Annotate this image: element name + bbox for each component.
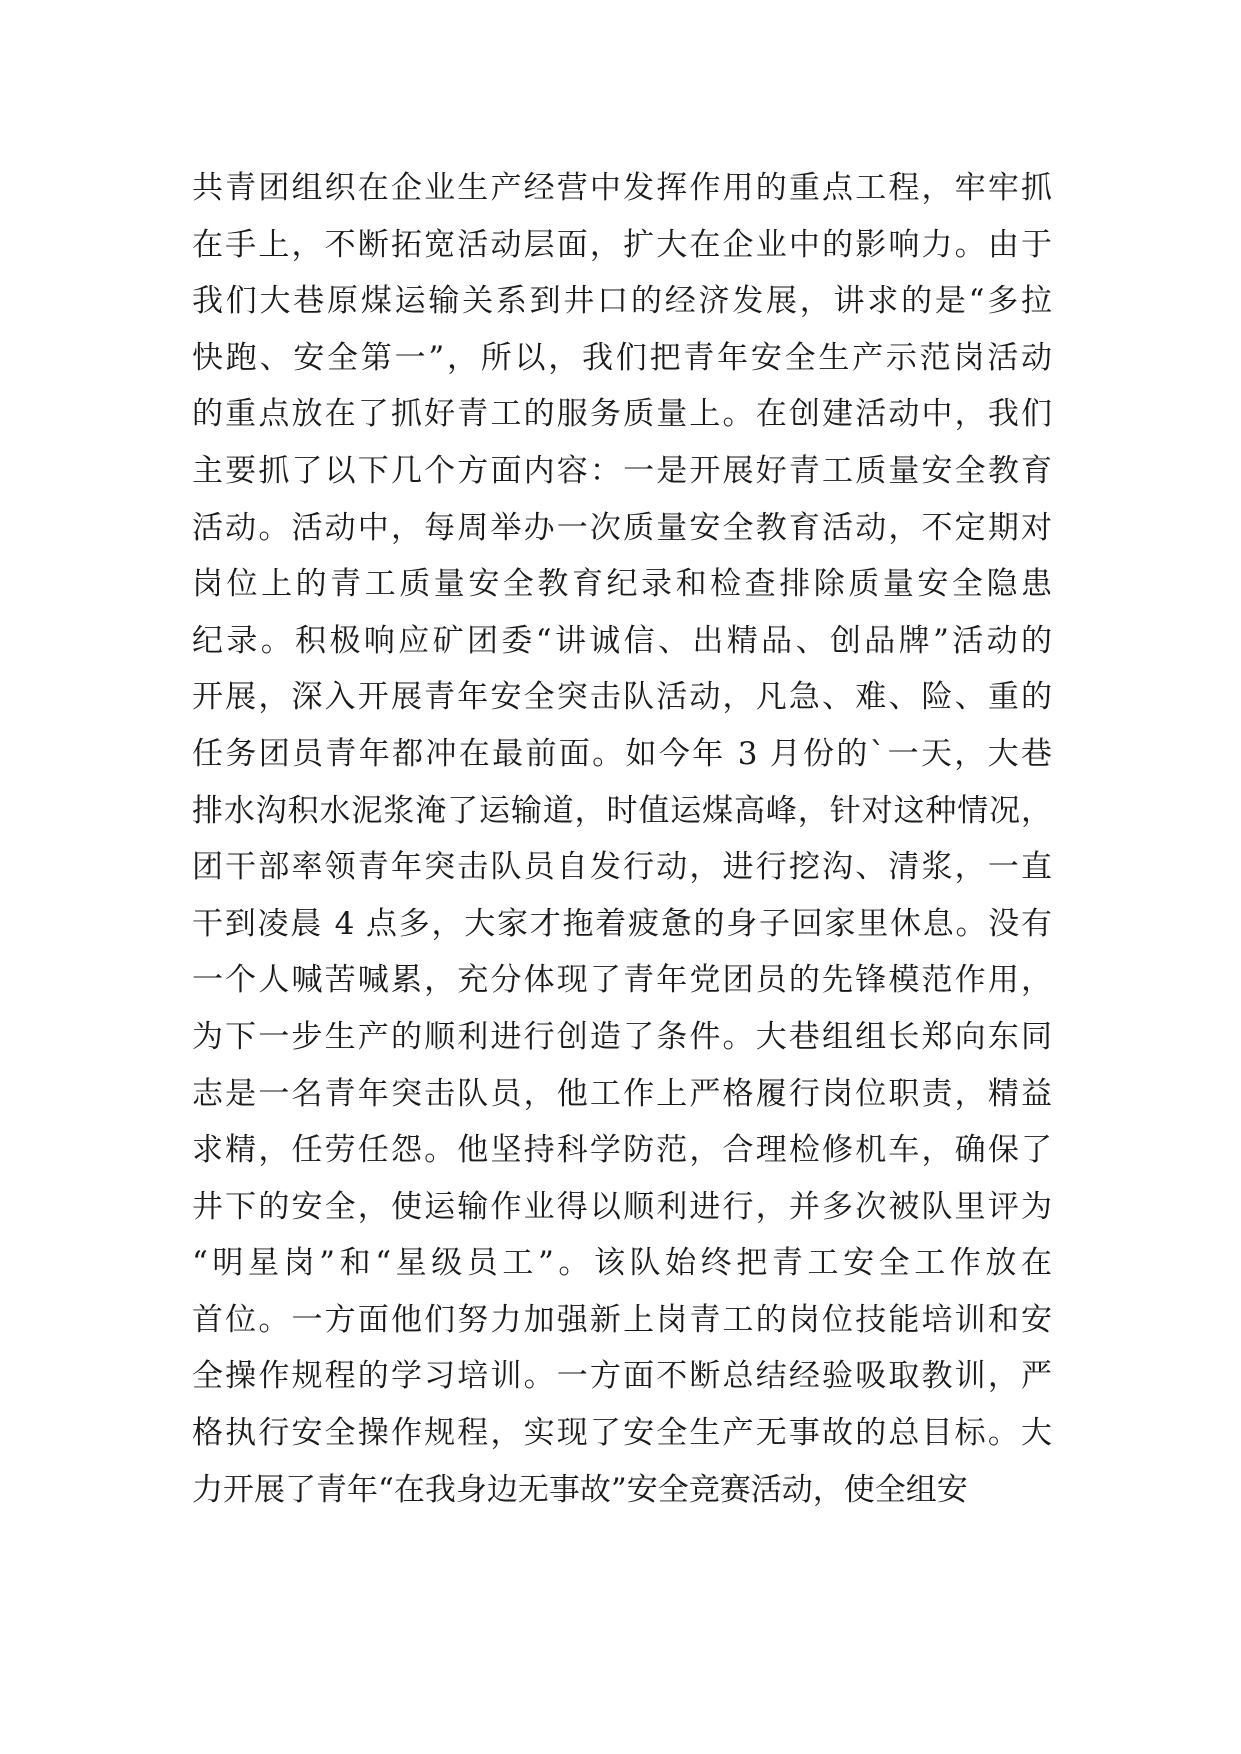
text-line: 为下一步生产的顺利进行创造了条件。大巷组组长郑向东同	[192, 1018, 1052, 1055]
body-text	[192, 160, 1052, 1518]
text-line: 的重点放在了抓好青工的服务质量上。在创建活动中，我们	[192, 396, 1052, 433]
text-line: 格执行安全操作规程，实现了安全生产无事故的总目标。大	[192, 1415, 1052, 1452]
text-line: 共青团组织在企业生产经营中发挥作用的重点工程，牢牢抓	[192, 170, 1052, 206]
text-line: 快跑、安全第一”，所以，我们把青年安全生产示范岗活动	[192, 339, 1052, 376]
text-line: 主要抓了以下几个方面内容：一是开展好青工质量安全教育	[192, 452, 1052, 489]
text-line: 任务团员青年都冲在最前面。如今年 3 月份的`一天，大巷	[192, 735, 1052, 772]
text-line: 在手上，不断拓宽活动层面，扩大在企业中的影响力。由于	[192, 226, 1052, 263]
text-line: 开展，深入开展青年安全突击队活动，凡急、难、险、重的	[192, 679, 1052, 716]
text-line: 纪录。积极响应矿团委“讲诚信、出精品、创品牌”活动的	[192, 622, 1052, 659]
text-line: 团干部率领青年突击队员自发行动，进行挖沟、清浆，一直	[192, 849, 1052, 886]
text-line: “明星岗”和“星级员工”。该队始终把青工安全工作放在	[192, 1245, 1052, 1282]
text-line: 力开展了青年“在我身边无事故”安全竞赛活动，使全组安	[192, 1471, 968, 1508]
text-line: 岗位上的青工质量安全教育纪录和检查排除质量安全隐患	[192, 566, 1052, 603]
text-line: 全操作规程的学习培训。一方面不断总结经验吸取教训，严	[192, 1358, 1052, 1395]
text-line: 求精，任劳任怨。他坚持科学防范，合理检修机车，确保了	[192, 1132, 1052, 1169]
text-line: 一个人喊苦喊累，充分体现了青年党团员的先锋模范作用，	[192, 962, 1052, 999]
text-line: 首位。一方面他们努力加强新上岗青工的岗位技能培训和安	[192, 1301, 1052, 1338]
text-line: 干到凌晨 4 点多，大家才拖着疲惫的身子回家里休息。没有	[192, 905, 1052, 942]
text-line: 活动。活动中，每周举办一次质量安全教育活动，不定期对	[192, 509, 1052, 546]
text-line: 排水沟积水泥浆淹了运输道，时值运煤高峰，针对这种情况，	[192, 792, 1052, 829]
text-line: 我们大巷原煤运输关系到井口的经济发展，讲求的是“多拉	[192, 283, 1052, 320]
text-line: 井下的安全，使运输作业得以顺利进行，并多次被队里评为	[192, 1188, 1052, 1225]
text-line: 志是一名青年突击队员，他工作上严格履行岗位职责，精益	[192, 1075, 1052, 1112]
